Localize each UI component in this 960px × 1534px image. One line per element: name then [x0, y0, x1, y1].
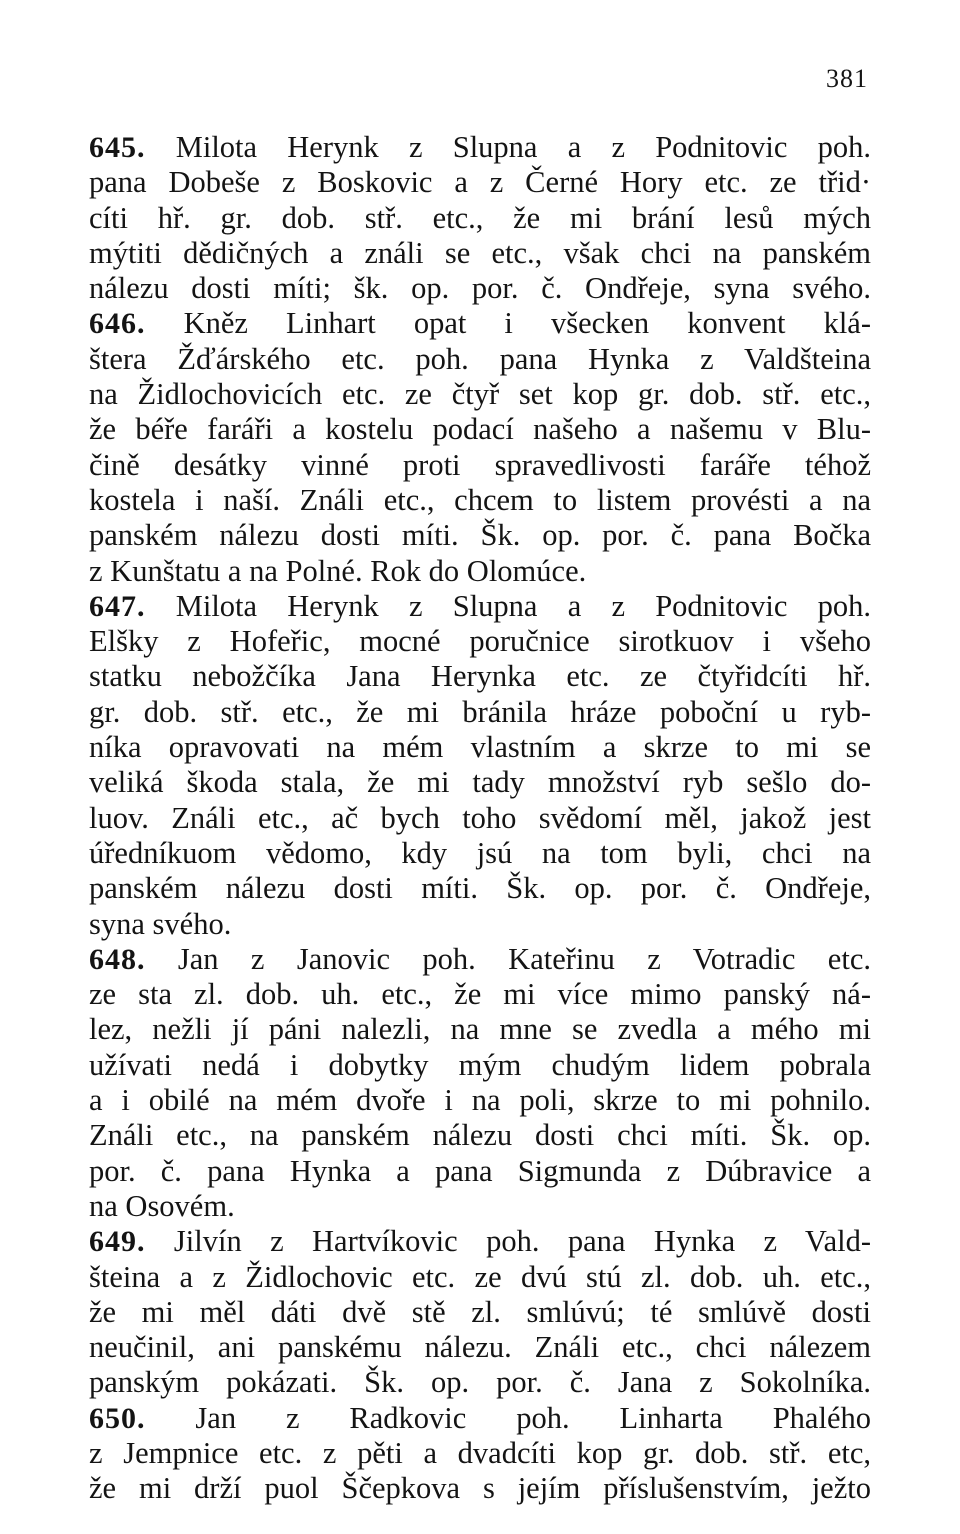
text-line: ze sta zl. dob. uh. etc., že mi více mimo panský ná- [89, 977, 871, 1012]
entry-text: Kněz Linhart opat i všecken konvent klá- [145, 306, 871, 341]
text-line: na Osovém. [89, 1188, 235, 1223]
text-line: gr. dob. stř. etc., že mi bránila hráze poboční u ryb- [89, 694, 871, 729]
text-line: panském nálezu dosti míti. Šk. op. por. č. pana Bočka [89, 518, 871, 553]
text-line: šteina a z Židlochovic etc. ze dvú stú zl. dob. uh. etc., [89, 1259, 871, 1294]
entry-649-line-1 [89, 1224, 871, 1259]
text-line: níka opravovati na mém vlastním a skrze to mi se [89, 730, 871, 765]
text-line: že mi drží puol Ščepkova s jejím příslušenstvím, ježto [89, 1471, 871, 1506]
text-line: že béře faráři a kostelu podací našeho a našemu v Blu- [89, 412, 871, 447]
entry-645-line-1 [89, 130, 871, 165]
entry-number: 648. [89, 942, 146, 976]
text-line: štera Žďárského etc. poh. pana Hynka z Valdšteina [89, 341, 871, 376]
entry-number: 647. [89, 589, 146, 623]
text-line: z Jempnice etc. z pěti a dvadcíti kop gr. dob. stř. etc, [89, 1435, 871, 1470]
entry-text: Jilvín z Hartvíkovic poh. pana Hynka z Vald- [145, 1224, 871, 1259]
entry-number: 646. [89, 307, 146, 341]
text-line: lez, nežli jí páni nalezli, na mne se zvedla a mého mi [89, 1012, 871, 1047]
text-line: pana Dobeše z Boskovic a z Černé Hory etc. ze třid· [89, 165, 871, 200]
entry-text: Milota Herynk z Slupna a z Podnitovic poh. [145, 130, 871, 164]
text-line: neučinil, ani panskému nálezu. Ználi etc., chci nálezem [89, 1330, 871, 1365]
text-line: nálezu dosti míti; šk. op. por. č. Ondřeje, syna svého. [89, 271, 871, 306]
entry-number: 649. [89, 1225, 146, 1259]
text-line: panským pokázati. Šk. op. por. č. Jana z Sokolníka. [89, 1365, 871, 1400]
text-line: užívati nedá i dobytky mým chudým lidem pobrala [89, 1047, 871, 1082]
entry-number: 650. [89, 1401, 146, 1435]
text-line: na Židlochovicích etc. ze čtyř set kop gr. dob. stř. etc., [89, 377, 871, 412]
entry-647-line-1 [89, 589, 871, 624]
entry-650-line-1 [89, 1401, 871, 1436]
text-line: mýtiti dědičných a ználi se etc., však chci na panském [89, 235, 871, 270]
text-line: luov. Ználi etc., ač bych toho svědomí měl, jakož jest [89, 800, 871, 835]
entry-text: Milota Herynk z Slupna a z Podnitovic poh. [145, 588, 871, 623]
entry-text: Jan z Radkovic poh. Linharta Phalého [145, 1400, 871, 1435]
page-text [89, 130, 871, 1507]
page-number: 381 [826, 64, 868, 93]
text-line: Ználi etc., na panském nálezu dosti chci míti. Šk. op. [89, 1118, 871, 1153]
text-line: syna svého. [89, 906, 232, 941]
text-line: veliká škoda stala, že mi tady množství ryb sešlo do- [89, 765, 871, 800]
entry-text: Jan z Janovic poh. Kateřinu z Votradic etc. [145, 941, 871, 976]
entry-number: 645. [89, 131, 146, 164]
entry-648-line-1 [89, 942, 871, 977]
text-line: kostela i naší. Ználi etc., chcem to listem provésti a na [89, 482, 871, 517]
text-line: por. č. pana Hynka a pana Sigmunda z Dúbravice a [89, 1153, 871, 1188]
text-line: z Kunštatu a na Polné. Rok do Olomúce. [89, 553, 587, 588]
text-line: úředníkuom vědomo, kdy jsú na tom byli, chci na [89, 835, 871, 870]
entry-646-line-1 [89, 306, 871, 341]
text-line: že mi měl dáti dvě stě zl. smlúvú; té smlúvě dosti [89, 1294, 871, 1329]
text-line: statku nebožčíka Jana Herynka etc. ze čtyřidcíti hř. [89, 659, 871, 694]
text-line: panském nálezu dosti míti. Šk. op. por. č. Ondřeje, [89, 871, 871, 906]
text-line: cíti hř. gr. dob. stř. etc., že mi brání lesů mých [89, 200, 871, 235]
text-line: a i obilé na mém dvoře i na poli, skrze to mi pohnilo. [89, 1083, 871, 1118]
text-line: čině desátky vinné proti spravedlivosti faráře téhož [89, 447, 871, 482]
text-line: Elšky z Hofeřic, mocné poručnice sirotkuov i všeho [89, 624, 871, 659]
